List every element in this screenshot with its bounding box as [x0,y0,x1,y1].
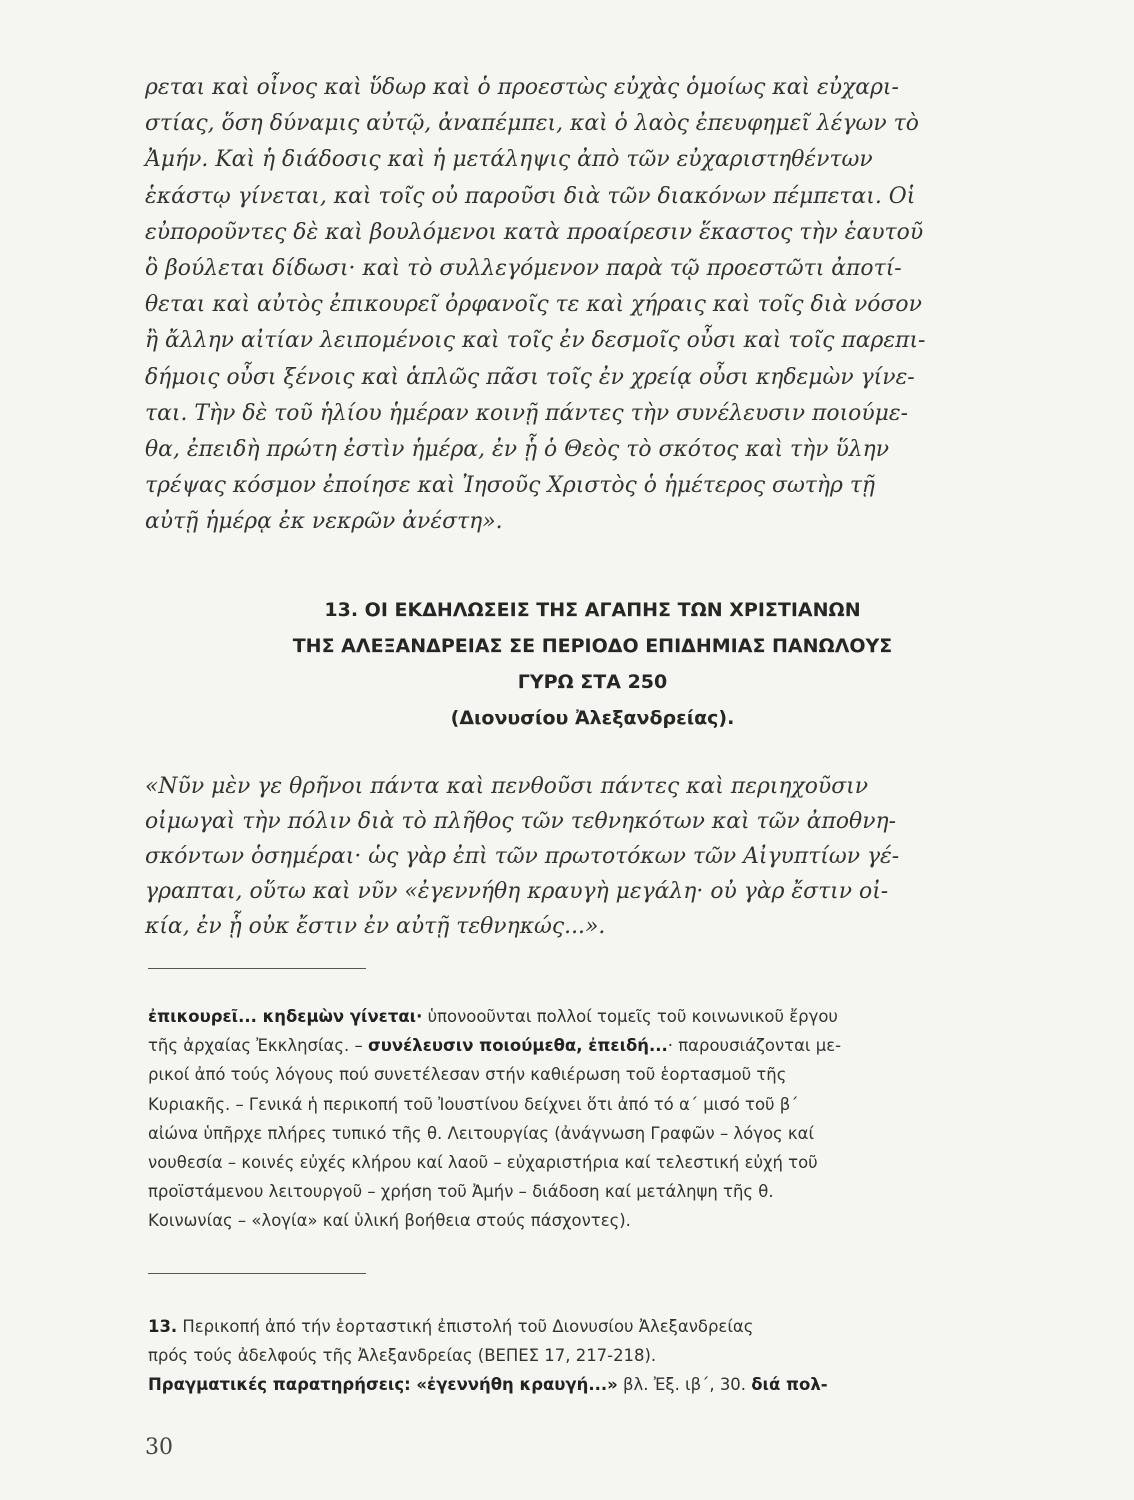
commentary-line: προϊστάμενου λειτουργοῦ – χρήση τοῦ Ἀμήν – διάδοση καί μετάληψη τῆς θ. [148,1182,774,1202]
commentary-line: Κοινωνίας – «λογία» καί ὑλική βοήθεια στούς πάσχοντες). [148,1211,631,1231]
quote-line: θεται καὶ αὐτὸς ἐπικουρεῖ ὀρφανοῖς τε καὶ χήραις καὶ τοῖς διὰ νόσον [145,292,922,318]
commentary-keyword: Πραγματικές παρατηρήσεις: «ἐγεννήθη κραυγή...» [148,1375,618,1394]
commentary-line [148,1002,1036,1031]
quote-line: Ἀμήν. Καὶ ἡ διάδοσις καὶ ἡ μετάληψις ἀπὸ τῶν εὐχαριστηθέντων [145,147,873,173]
quote-line: γραπται, οὕτω καὶ νῦν «ἐγεννήθη κραυγὴ μεγάλη· οὐ γὰρ ἔστιν οἰ- [145,879,889,904]
commentary-text: · παρουσιάζονται με- [667,1036,842,1056]
commentary-keyword: διά πολ- [751,1375,828,1394]
commentary-line: ρικοί ἀπό τούς λόγους πού συνετέλεσαν στήν καθιέρωση τοῦ ἑορτασμοῦ τῆς [148,1065,787,1085]
quote-line: στίας, ὅση δύναμις αὐτῷ, ἀναπέμπει, καὶ ὁ λαὸς ἐπευφημεῖ λέγων τὸ [145,111,919,137]
commentary-keyword: ἐπικουρεῖ... κηδεμὼν γίνεται· [148,1007,423,1026]
heading-line-3: ΓΥΡΩ ΣΤΑ 250 [517,671,668,693]
heading-line-1: 13. ΟΙ ΕΚΔΗΛΩΣΕΙΣ ΤΗΣ ΑΓΑΠΗΣ ΤΩΝ ΧΡΙΣΤΙΑΝΩΝ [324,599,861,621]
quote-line: ἢ ἄλλην αἰτίαν λειπομένοις καὶ τοῖς ἐν δεσμοῖς οὖσι καὶ τοῖς παρεπι- [145,328,926,354]
quote-line: οἰμωγαὶ τὴν πόλιν διὰ τὸ πλῆθος τῶν τεθνηκότων καὶ τῶν ἀποθνη- [145,809,896,834]
footnote-divider [148,1273,366,1274]
footnote-divider [148,968,366,969]
quote-line: δήμοις οὖσι ξένοις καὶ ἁπλῶς πᾶσι τοῖς ἐν χρείᾳ οὖσι κηδεμὼν γίνε- [145,364,915,390]
commentary-number: 13. [148,1317,178,1336]
commentary-text: ὑπονοοῦνται πολλοί τομεῖς τοῦ κοινωνικοῦ ἔργου [422,1007,838,1026]
commentary-line: αἰώνα ὑπῆρχε πλήρες τυπικό τῆς θ. Λειτουργίας (ἀνάγνωση Γραφῶν – λόγος καί [148,1123,815,1143]
quote-line: αὐτῇ ἡμέρᾳ ἐκ νεκρῶν ἀνέστη». [145,509,503,535]
commentary-line: νουθεσία – κοινές εὐχές κλήρου καί λαοῦ – εὐχαριστήρια καί τελεστική εὐχή τοῦ [148,1152,818,1172]
quote-line: σκόντων ὁσημέραι· ὡς γὰρ ἐπὶ τῶν πρωτοτόκων τῶν Αἰγυπτίων γέ- [145,844,900,869]
commentary-13 [148,1312,1038,1399]
commentary-line: Κυριακῆς. – Γενικά ἡ περικοπή τοῦ Ἰουστίνου δείχνει ὅτι ἀπό τό α΄ μισό τοῦ β΄ [148,1094,799,1114]
quote-line: κία, ἐν ᾗ οὐκ ἔστιν ἐν αὐτῇ τεθνηκώς...». [145,914,606,939]
dionysius-quote [145,769,1045,944]
commentary-line [148,1312,1036,1341]
quote-line: θα, ἐπειδὴ πρώτη ἐστὶν ἡμέρα, ἐν ᾗ ὁ Θεὸς τὸ σκότος καὶ τὴν ὕλην [145,436,890,462]
quote-line: εὐποροῦντες δὲ καὶ βουλόμενοι κατὰ προαίρεσιν ἕκαστος τὴν ἑαυτοῦ [145,219,924,245]
commentary-line [148,1031,1036,1060]
quote-line: ρεται καὶ οἶνος καὶ ὕδωρ καὶ ὁ προεστὼς εὐχὰς ὁμοίως καὶ εὐχαρι- [145,75,899,100]
justin-quote-continuation [145,70,1045,540]
commentary-text: τῆς ἀρχαίας Ἐκκλησίας. – [148,1036,368,1056]
quote-line: ἑκάστῳ γίνεται, καὶ τοῖς οὐ παροῦσι διὰ τῶν διακόνων πέμπεται. Οἱ [145,183,916,209]
quote-line: ὃ βούλεται δίδωσι· καὶ τὸ συλλεγόμενον παρὰ τῷ προεστῶτι ἀποτί- [145,255,902,281]
commentary-text: βλ. Ἐξ. ιβ΄, 30. [617,1375,752,1394]
quote-line: τρέψας κόσμον ἐποίησε καὶ Ἰησοῦς Χριστὸς ὁ ἡμέτερος σωτὴρ τῇ [145,473,876,499]
page-number: 30 [145,1435,173,1460]
commentary-text: Περικοπή ἀπό τήν ἑορταστική ἐπιστολή τοῦ Διονυσίου Ἀλεξανδρείας [177,1317,754,1336]
commentary-keyword: συνέλευσιν ποιούμεθα, ἐπειδή... [367,1036,668,1056]
quote-line: «Νῦν μὲν γε θρῆνοι πάντα καὶ πενθοῦσι πάντες καὶ περιηχοῦσιν [145,774,869,799]
quote-line: ται. Τὴν δὲ τοῦ ἡλίου ἡμέραν κοινῇ πάντες τὴν συνέλευσιν ποιούμε- [145,400,908,426]
commentary-line [148,1370,1036,1399]
commentary-line: πρός τούς ἀδελφούς τῆς Ἀλεξανδρείας (ΒΕΠΕΣ 17, 217-218). [148,1346,657,1365]
commentary-12 [148,1002,1038,1236]
section-13-heading [145,592,1040,736]
heading-line-2: ΤΗΣ ΑΛΕΞΑΝΔΡΕΙΑΣ ΣΕ ΠΕΡΙΟΔΟ ΕΠΙΔΗΜΙΑΣ ΠΑΝΩΛΟΥΣ [292,635,893,657]
heading-author: (Διονυσίου Ἀλεξανδρείας). [450,707,735,729]
